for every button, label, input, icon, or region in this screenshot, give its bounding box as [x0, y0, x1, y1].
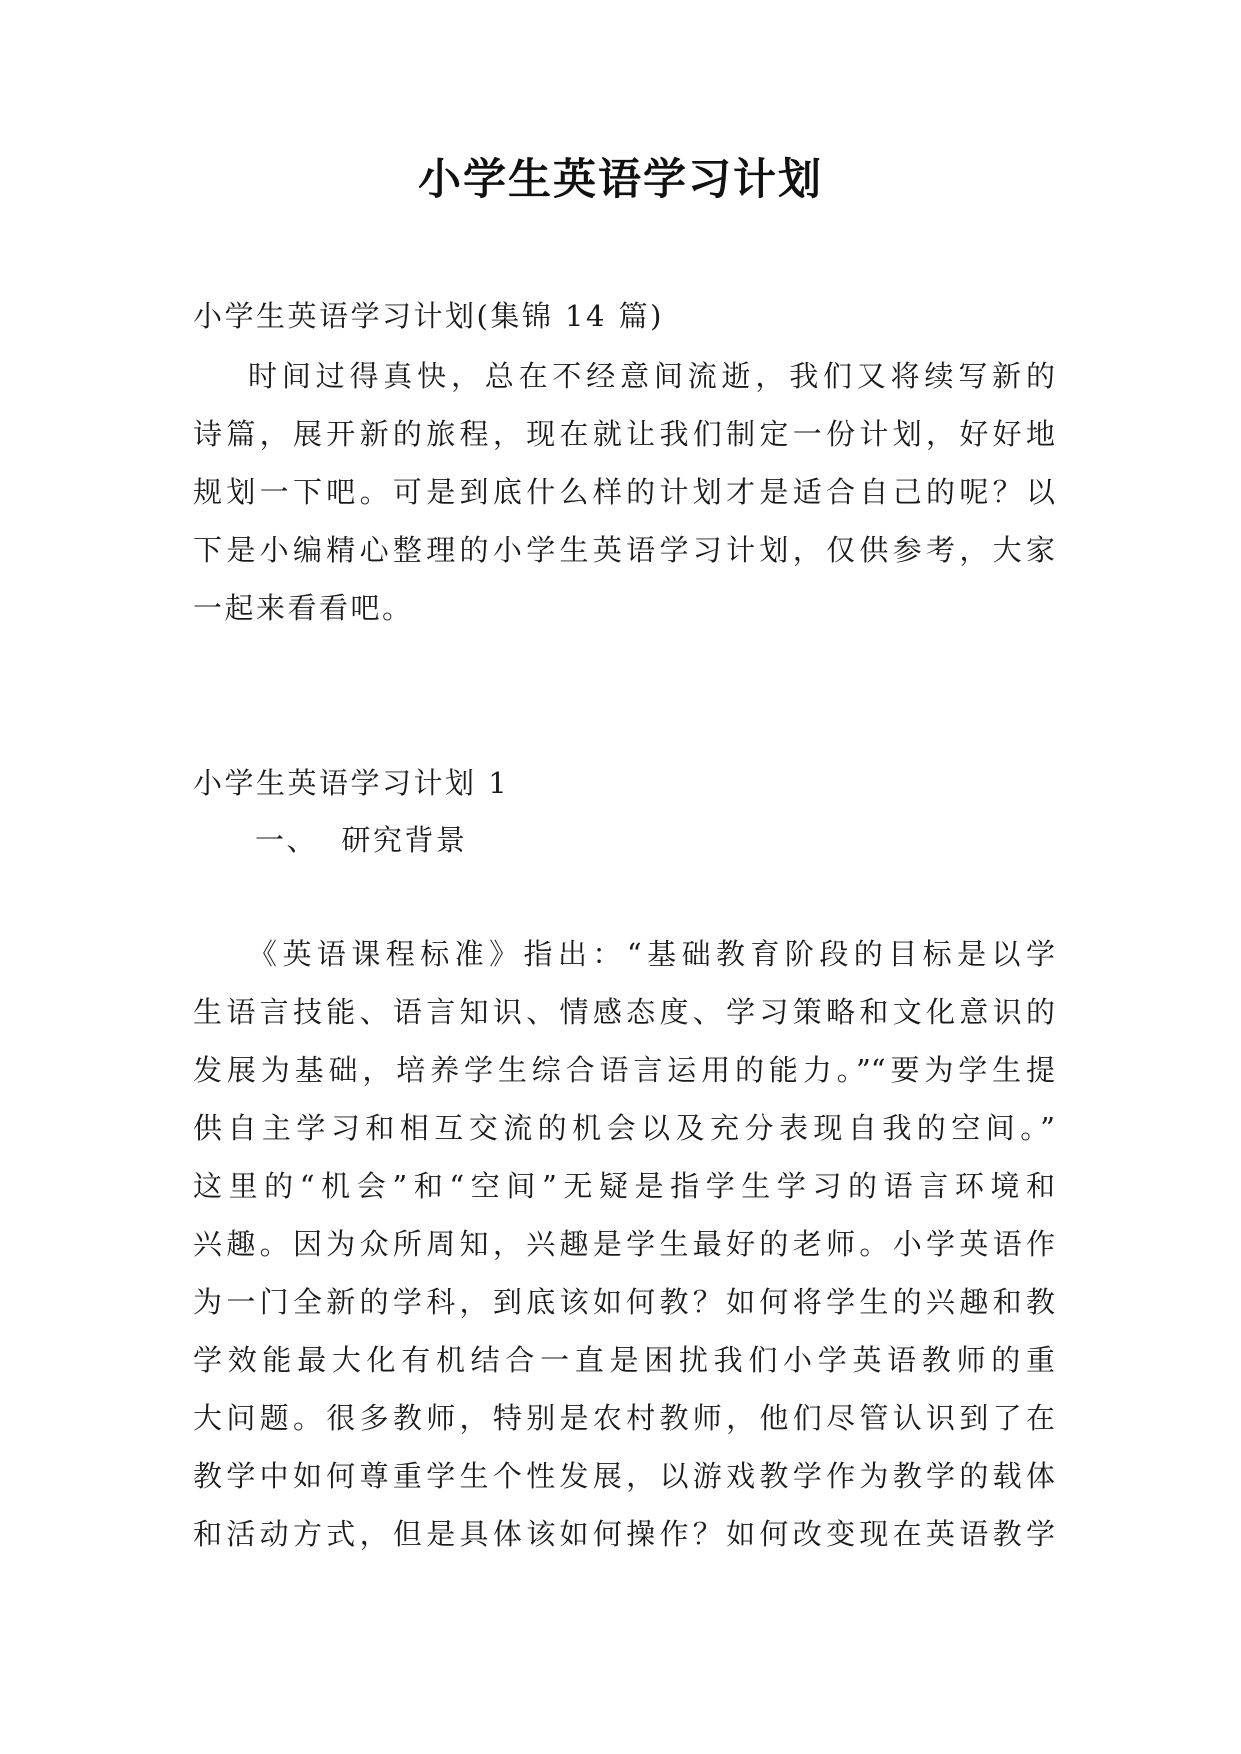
document-title: 小学生英语学习计划 — [418, 155, 823, 205]
intro-line: 一起来看看吧。 — [193, 591, 414, 625]
body-line: 发展为基础，培养学生综合语言运用的能力。”“要为学生提 — [193, 1053, 1055, 1087]
intro-line: 时间过得真快，总在不经意间流逝，我们又将续写新的 — [248, 359, 1055, 393]
body-line: 为一门全新的学科，到底该如何教？如何将学生的兴趣和教 — [193, 1285, 1055, 1319]
body-line: 兴趣。因为众所周知，兴趣是学生最好的老师。小学英语作 — [193, 1227, 1055, 1261]
body-line: 学效能最大化有机结合一直是困扰我们小学英语教师的重 — [193, 1343, 1055, 1377]
body-line: 生语言技能、语言知识、情感态度、学习策略和文化意识的 — [193, 995, 1055, 1029]
body-line: 和活动方式，但是具体该如何操作？如何改变现在英语教学 — [193, 1517, 1055, 1551]
collection-title: 小学生英语学习计划(集锦 14 篇) — [193, 299, 664, 333]
intro-line: 规划一下吧。可是到底什么样的计划才是适合自己的呢？以 — [193, 475, 1055, 509]
section-title: 小学生英语学习计划 1 — [193, 766, 510, 800]
intro-line: 诗篇，展开新的旅程，现在就让我们制定一份计划，好好地 — [193, 417, 1055, 451]
body-line: 供自主学习和相互交流的机会以及充分表现自我的空间。” — [193, 1111, 1055, 1145]
body-line: 大问题。很多教师，特别是农村教师，他们尽管认识到了在 — [193, 1401, 1055, 1435]
intro-line: 下是小编精心整理的小学生英语学习计划，仅供参考，大家 — [193, 533, 1055, 567]
body-line: 教学中如何尊重学生个性发展，以游戏教学作为教学的载体 — [193, 1459, 1055, 1493]
section-heading: 一、 研究背景 — [255, 823, 468, 857]
body-line: 《英语课程标准》指出：“基础教育阶段的目标是以学 — [248, 937, 1055, 971]
body-line: 这里的“机会”和“空间”无疑是指学生学习的语言环境和 — [193, 1169, 1055, 1203]
